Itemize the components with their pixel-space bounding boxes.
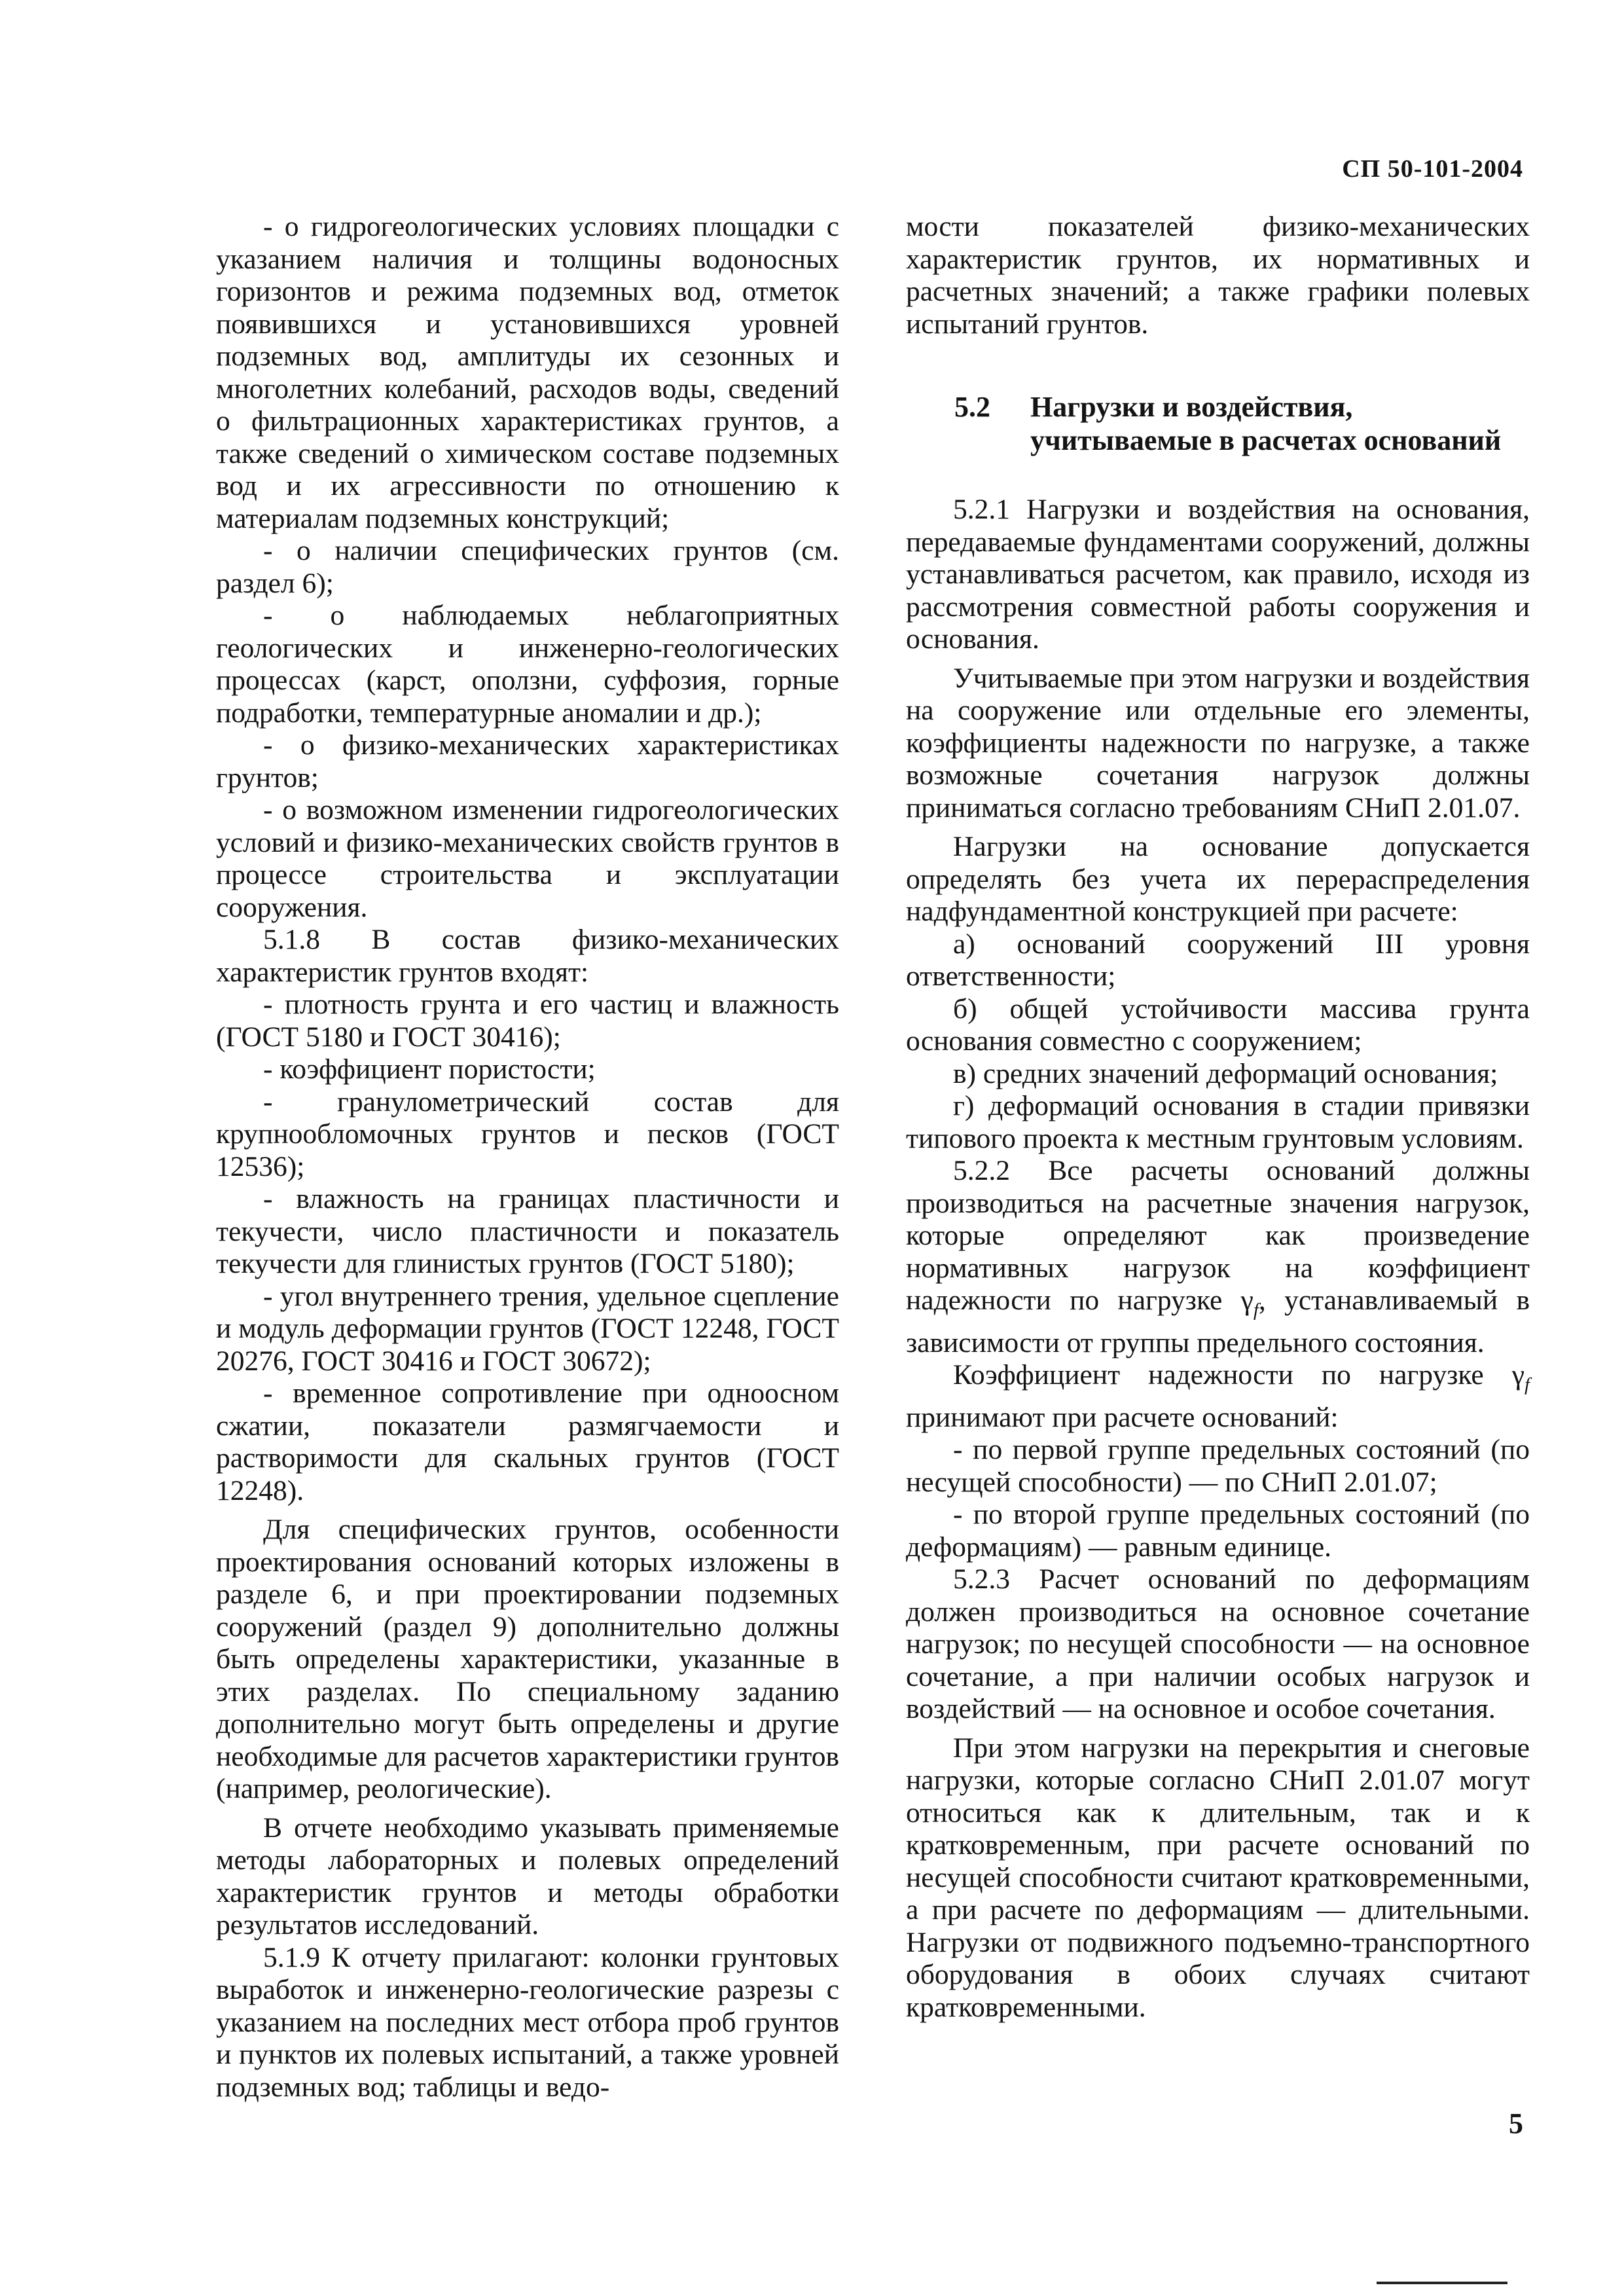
paragraph-clause-5-2-3: 5.2.3 Расчет оснований по деформациям должен производиться на основное сочетание нагрузок; по несущей способности — на основное сочетание, а при наличии особых нагрузок и воздействий — на основное и особое сочетания. <box>906 1563 1530 1724</box>
list-item: в) средних значений деформаций основания; <box>953 1057 1498 1089</box>
list-item: а) оснований сооружений III уровня ответственности; <box>906 928 1530 992</box>
page-number: 5 <box>1509 2107 1523 2140</box>
paragraph: - о гидрогеологических условиях площадки с указанием наличия и толщины водоносных горизонтов и режима подземных вод, отметок появившихся и установившихся уровней подземных вод, амплитуды их сезонных и многолетних колебаний, расходов воды, сведений о фильтрационных характеристиках грунтов, а также сведений о химическом составе подземных вод и их агрессивности по отношению к материалам подземных конструкций; <box>216 211 839 534</box>
paragraph: - гранулометрический состав для крупнообломочных грунтов и песков (ГОСТ 12536); <box>216 1085 839 1182</box>
list-item: - по второй группе предельных состояний (по деформациям) — равным единице. <box>906 1499 1530 1563</box>
paragraph: - коэффициент пористости; <box>263 1053 596 1085</box>
paragraph: - влажность на границах пластичности и текучести, число пластичности и показатель текучести для глинистых грунтов (ГОСТ 5180); <box>216 1183 839 1279</box>
section-heading-5-2 <box>906 390 1530 457</box>
paragraph: Для специфических грунтов, особенности проектирования оснований которых изложены в разделе 6, и при проектировании подземных сооружений (раздел 9) дополнительно должны быть определены характеристики, указанные в этих разделах. По специальному заданию дополнительно могут быть определены и другие необходимые для расчетов характеристики грунтов (например, реологические). <box>216 1514 839 1804</box>
paragraph-clause-5-2-2 <box>906 1155 1530 1359</box>
paragraph: В отчете необходимо указывать применяемые методы лабораторных и полевых определений характеристик грунтов и методы обработки результатов исследований. <box>216 1812 839 1941</box>
continued-paragraph: мости показателей физико-механических характеристик грунтов, их нормативных и расчетных значений; а также графики полевых испытаний грунтов. <box>906 211 1530 340</box>
left-text-column <box>216 211 839 2104</box>
document-code-header: СП 50-101-2004 <box>1342 155 1523 183</box>
list-item: - по первой группе предельных состояний (по несущей способности) — по СНиП 2.01.07; <box>906 1434 1530 1498</box>
text-run: принимают при расчете оснований: <box>906 1401 1339 1433</box>
paragraph: - о возможном изменении гидрогеологических условий и физико-механических свойств грунтов в процессе строительства и эксплуатации сооружения. <box>216 794 839 923</box>
right-text-column <box>906 211 1530 2024</box>
paragraph: Нагрузки на основание допускается определять без учета их перераспределения надфундаментной конструкцией при расчете: <box>906 831 1530 927</box>
paragraph: - о наличии специфических грунтов (см. раздел 6); <box>216 535 839 599</box>
paragraph: - угол внутреннего трения, удельное сцепление и модуль деформации грунтов (ГОСТ 12248, ГОСТ 20276, ГОСТ 30416 и ГОСТ 30672); <box>216 1280 839 1377</box>
paragraph-clause-5-1-9: 5.1.9 К отчету прилагают: колонки грунтовых выработок и инженерно-геологические разрезы с указанием на последних мест отбора проб грунтов и пунктов их полевых испытаний, а также уровней подземных вод; таблицы и ведо- <box>216 1941 839 2103</box>
section-number: 5.2 <box>954 391 990 423</box>
list-item: б) общей устойчивости массива грунта основания совместно с сооружением; <box>906 993 1530 1057</box>
paragraph: - временное сопротивление при одноосном сжатии, показатели размягчаемости и растворимости для скальных грунтов (ГОСТ 12248). <box>216 1377 839 1506</box>
gamma-subscript: f <box>1253 1300 1259 1321</box>
paragraph: - о наблюдаемых неблагоприятных геологических и инженерно-геологических процессах (карст, оползни, суффозия, горные подработки, температурные аномалии и др.); <box>216 600 839 729</box>
paragraph-clause-5-1-8: 5.1.8 В состав физико-механических характеристик грунтов входят: <box>216 924 839 988</box>
gamma-subscript: f <box>1524 1374 1530 1395</box>
text-run: , устанавливаемый в зависимости от группы предельного состояния. <box>906 1285 1530 1358</box>
section-title: Нагрузки и воздействия, учитываемые в расчетах оснований <box>1030 391 1502 456</box>
text-run: Коэффициент надежности по нагрузке γ <box>953 1359 1525 1391</box>
list-item: г) деформаций основания в стадии привязки типового проекта к местным грунтовым условиям. <box>906 1090 1530 1154</box>
paragraph <box>906 1359 1530 1434</box>
text-run: 5.2.2 Все расчеты оснований должны производиться на расчетные значения нагрузок, которые определяют как произведение нормативных нагрузок на коэффициент надежности по нагрузке γ <box>906 1155 1530 1316</box>
paragraph: Учитываемые при этом нагрузки и воздействия на сооружение или отдельные его элементы, коэффициенты надежности по нагрузке, а также возможные сочетания нагрузок должны приниматься согласно требованиям СНиП 2.01.07. <box>906 662 1530 824</box>
paragraph-clause-5-2-1: 5.2.1 Нагрузки и воздействия на основания, передаваемые фундаментами сооружений, должны устанавливаться расчетом, как правило, исходя из рассмотрения совместной работы сооружения и основания. <box>906 494 1530 655</box>
paragraph: - плотность грунта и его частиц и влажность (ГОСТ 5180 и ГОСТ 30416); <box>216 989 839 1053</box>
paragraph: - о физико-механических характеристиках грунтов; <box>216 729 839 793</box>
scan-edge-line <box>1377 2282 1507 2284</box>
paragraph: При этом нагрузки на перекрытия и снеговые нагрузки, которые согласно СНиП 2.01.07 могут относиться как к длительным, так и к кратковременным, при расчете оснований по несущей способности считают кратковременными, а при расчете по деформациям — длительными. Нагрузки от подвижного подъемно-транспортного оборудования в обоих случаях считают кратковременными. <box>906 1732 1530 2023</box>
